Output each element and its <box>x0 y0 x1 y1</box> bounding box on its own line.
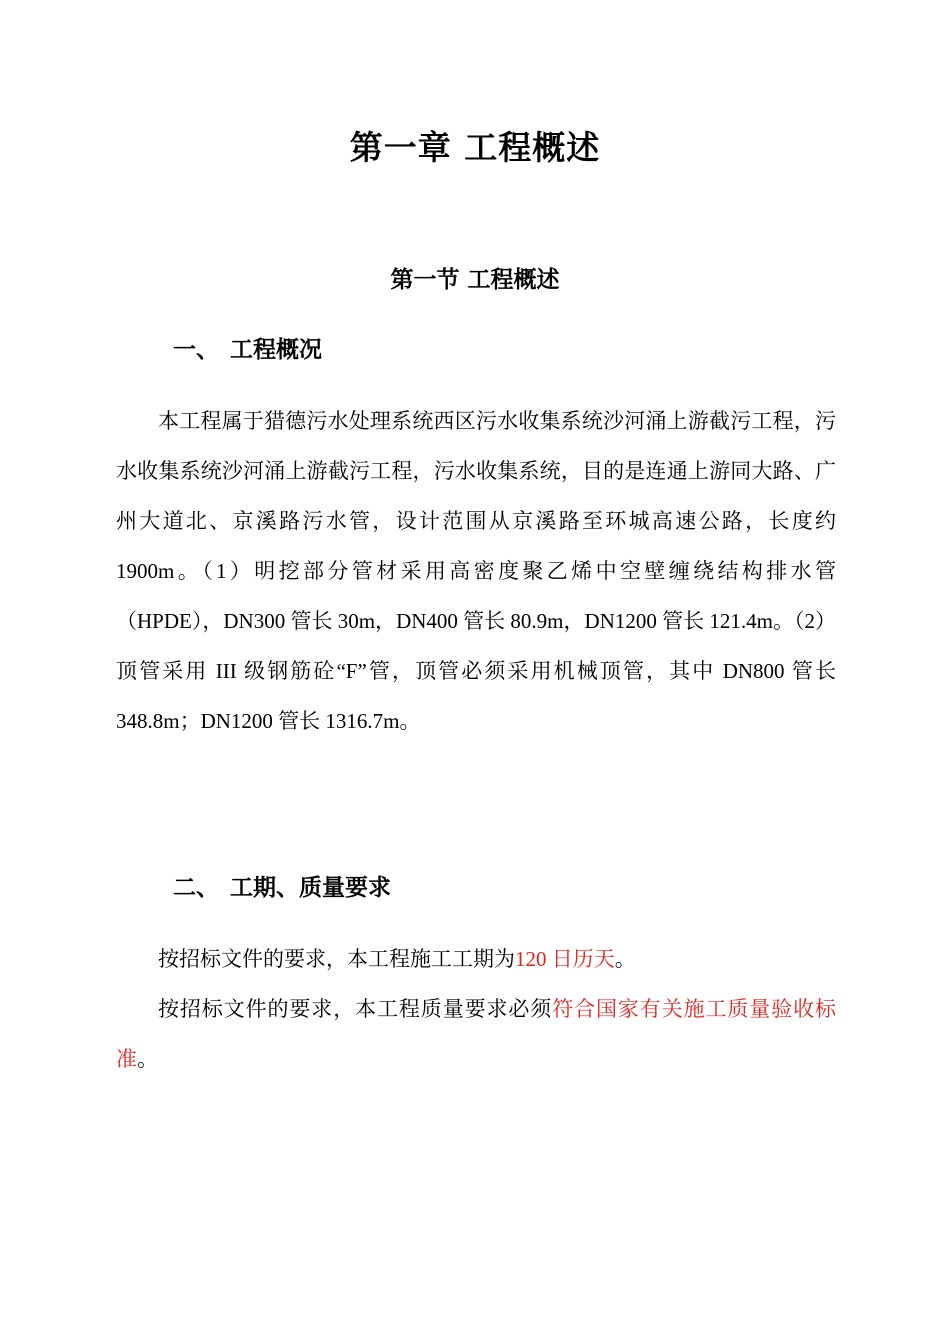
schedule-paragraph <box>116 934 836 984</box>
heading-schedule-quality <box>173 872 391 904</box>
quality-text: 按招标文件的要求，本工程质量要求必须 <box>158 997 553 1021</box>
overview-paragraph: 本工程属于猎德污水处理系统西区污水收集系统沙河涌上游截污工程，污水收集系统沙河涌上游截污工程，污水收集系统，目的是连通上游同大路、广州大道北、京溪路污水管，设计范围从京溪路至环城高速公路，长度约 1900m。（1）明挖部分管材采用高密度聚乙烯中空壁缠绕结构排水管（HPDE），DN300 管长 30m，DN400 管长 80.9m，DN1200 管长 121.4m。（2）顶管采用 III 级钢筋砼“F”管，顶管必须采用机械顶管，其中 DN800 管长 348.8m；DN1200 管长 1316.7m。 <box>116 409 836 733</box>
schedule-highlight: 120 日历天 <box>515 947 615 971</box>
heading-number: 一、 <box>173 337 219 363</box>
schedule-suffix: 。 <box>614 947 636 971</box>
schedule-text: 按招标文件的要求，本工程施工工期为 <box>158 947 515 971</box>
heading-text: 工期、质量要求 <box>230 875 391 901</box>
chapter-title: 第一章 工程概述 <box>349 128 601 167</box>
quality-paragraph <box>116 984 836 1084</box>
section-title: 第一节 工程概述 <box>390 267 560 293</box>
quality-highlight: 符合国家有关施工质量验收标准 <box>116 997 837 1071</box>
heading-project-overview <box>173 334 322 366</box>
heading-text: 工程概况 <box>230 337 322 363</box>
heading-number: 二、 <box>173 875 219 901</box>
quality-suffix: 。 <box>137 1047 158 1071</box>
